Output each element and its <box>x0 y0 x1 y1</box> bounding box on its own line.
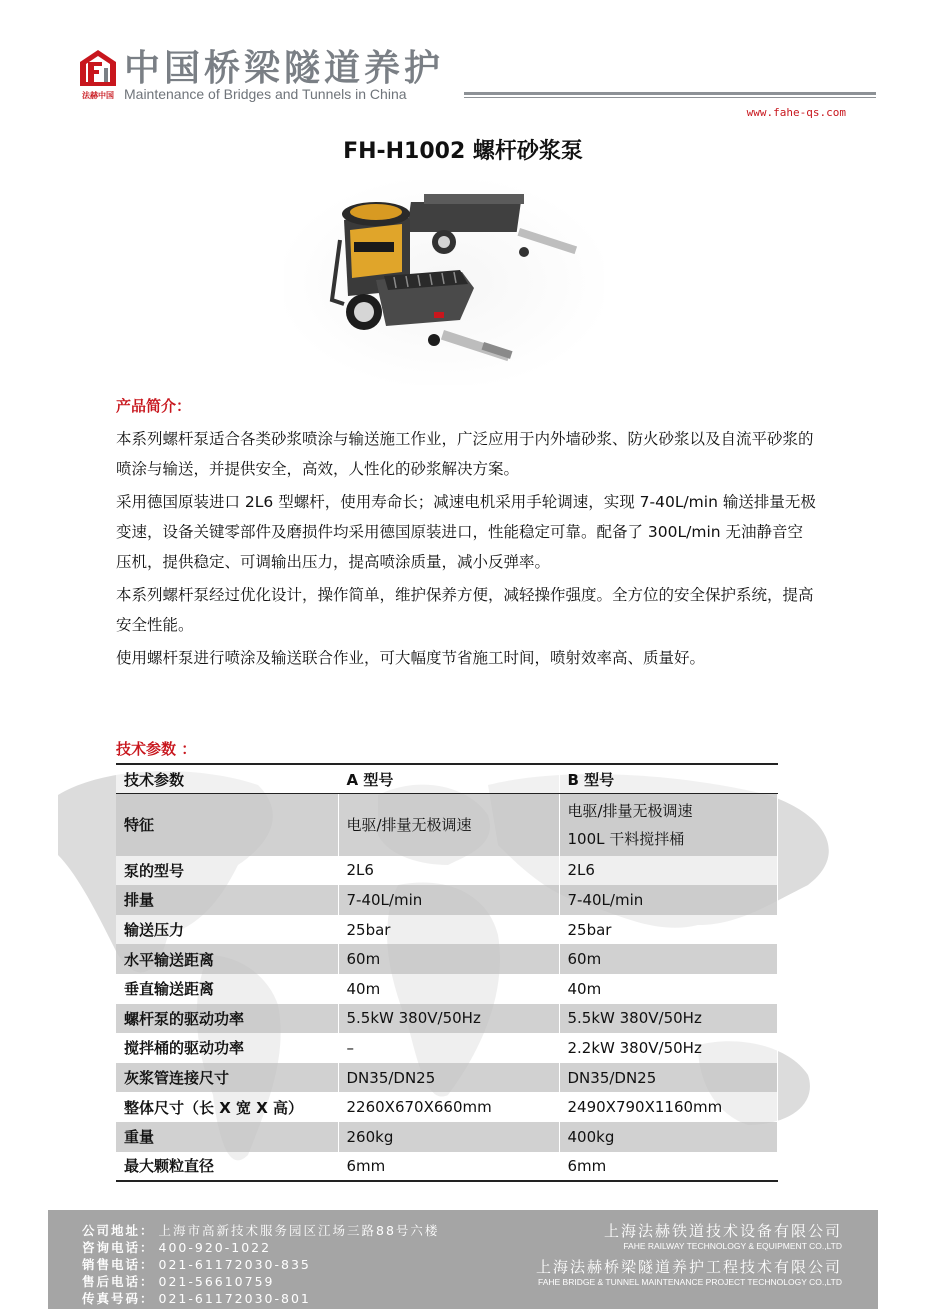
row-label: 搅拌桶的驱动功率 <box>116 1033 338 1063</box>
cell-a: 260kg <box>338 1122 559 1152</box>
fahe-logo-icon <box>78 48 118 88</box>
company-logo <box>76 44 120 104</box>
footer-contacts <box>82 1222 439 1307</box>
contact-row: 公司地址： 上海市高新技术服务园区江场三路88号六楼 <box>82 1223 440 1238</box>
col-header-param: 技术参数 <box>116 764 338 794</box>
product-photo <box>284 180 604 385</box>
table-row <box>116 1063 778 1093</box>
cell-b: 400kg <box>559 1122 778 1152</box>
header-title-en: Maintenance of Bridges and Tunnels in China <box>124 86 407 102</box>
intro-heading: 产品简介： <box>116 397 192 415</box>
cell-a: 25bar <box>338 915 559 945</box>
company-name-en: FAHE RAILWAY TECHNOLOGY & EQUIPMENT CO.,LTD <box>623 1241 842 1251</box>
row-label: 螺杆泵的驱动功率 <box>116 1004 338 1034</box>
footer <box>48 1210 878 1309</box>
intro-paragraph: 本系列螺杆泵经过优化设计，操作简单，维护保养方便，减轻操作强度。全方位的安全保护系统，提高安全性能。 <box>116 586 814 634</box>
intro-text <box>116 424 816 676</box>
company-name-cn: 上海法赫铁道技术设备有限公司 <box>603 1222 842 1240</box>
row-label: 垂直输送距离 <box>116 974 338 1004</box>
header-rule-thin <box>464 97 876 98</box>
row-label: 泵的型号 <box>116 856 338 886</box>
spec-table-header <box>116 764 778 794</box>
contact-row: 咨询电话： 400-920-1022 <box>82 1240 272 1255</box>
cell-b: 7-40L/min <box>559 885 778 915</box>
cell-a: 5.5kW 380V/50Hz <box>338 1004 559 1034</box>
cell-a: – <box>338 1033 559 1063</box>
header-title-cn: 中国桥梁隧道养护 <box>124 48 445 89</box>
table-row <box>116 1092 778 1122</box>
page-title: FH-H1002 螺杆砂浆泵 <box>343 139 583 164</box>
row-label: 灰浆管连接尺寸 <box>116 1063 338 1093</box>
table-row <box>116 1033 778 1063</box>
contact-row: 售后电话： 021-56610759 <box>82 1274 275 1289</box>
intro-paragraph: 采用德国原装进口 2L6 型螺杆，使用寿命长；减速电机采用手轮调速，实现 7-40L/min 输送排量无极变速，设备关键零部件及磨损件均采用德国原装进口，性能稳定可靠。配备了 300L/min 无油静音空压机，提供稳定、可调输出压力，提高喷涂质量，减小反弹率。 <box>116 493 816 571</box>
cell-b: 6mm <box>559 1152 778 1182</box>
mortar-pump-product-icon <box>284 180 604 385</box>
cell-b: DN35/DN25 <box>559 1063 778 1093</box>
spec-table <box>116 763 778 1182</box>
contact-row: 传真号码： 021-61172030-801 <box>82 1291 311 1306</box>
cell-b: 2.2kW 380V/50Hz <box>559 1033 778 1063</box>
cell-b-line: 100L 干料搅拌桶 <box>567 829 685 848</box>
cell-a: 7-40L/min <box>338 885 559 915</box>
logo-caption: 法赫中国 <box>82 91 114 100</box>
contact-row: 销售电话： 021-61172030-835 <box>82 1257 311 1272</box>
header-rule <box>464 92 876 95</box>
cell-b: 2L6 <box>559 856 778 886</box>
cell-b-line: 电驱/排量无极调速 <box>567 801 693 820</box>
table-row <box>116 944 778 974</box>
row-label: 整体尺寸（长 X 宽 X 高） <box>116 1092 338 1122</box>
row-label: 重量 <box>116 1122 338 1152</box>
cell-a: 电驱/排量无极调速 <box>338 794 559 856</box>
table-row <box>116 915 778 945</box>
cell-a: 6mm <box>338 1152 559 1182</box>
col-header-model-a: A 型号 <box>338 764 559 794</box>
company-name-en: FAHE BRIDGE & TUNNEL MAINTENANCE PROJECT TECHNOLOGY CO.,LTD <box>537 1277 842 1287</box>
col-header-model-b: B 型号 <box>559 764 778 794</box>
cell-a: 60m <box>338 944 559 974</box>
table-row <box>116 856 778 886</box>
row-label: 特征 <box>116 794 338 856</box>
cell-b: 5.5kW 380V/50Hz <box>559 1004 778 1034</box>
cell-a: 2260X670X660mm <box>338 1092 559 1122</box>
row-label: 排量 <box>116 885 338 915</box>
table-row <box>116 1152 778 1182</box>
cell-a: 2L6 <box>338 856 559 886</box>
table-row <box>116 885 778 915</box>
cell-a: 40m <box>338 974 559 1004</box>
table-row <box>116 1122 778 1152</box>
row-label: 最大颗粒直径 <box>116 1152 338 1182</box>
cell-b <box>559 794 778 856</box>
cell-b: 2490X790X1160mm <box>559 1092 778 1122</box>
row-label: 水平输送距离 <box>116 944 338 974</box>
row-label: 输送压力 <box>116 915 338 945</box>
website-link[interactable]: www.fahe-qs.com <box>746 106 846 119</box>
cell-b: 25bar <box>559 915 778 945</box>
intro-paragraph: 使用螺杆泵进行喷涂及输送联合作业，可大幅度节省施工时间，喷射效率高、质量好。 <box>116 649 706 667</box>
intro-paragraph: 本系列螺杆泵适合各类砂浆喷涂与输送施工作业，广泛应用于内外墙砂浆、防火砂浆以及自流平砂浆的喷涂与输送，并提供安全，高效，人性化的砂浆解决方案。 <box>116 430 814 478</box>
footer-companies <box>536 1222 842 1294</box>
cell-b: 60m <box>559 944 778 974</box>
specs-heading: 技术参数 ： <box>116 740 197 758</box>
cell-a: DN35/DN25 <box>338 1063 559 1093</box>
table-row <box>116 794 778 856</box>
table-row <box>116 1004 778 1034</box>
company-name-cn: 上海法赫桥梁隧道养护工程技术有限公司 <box>535 1258 842 1276</box>
cell-b: 40m <box>559 974 778 1004</box>
table-row <box>116 974 778 1004</box>
